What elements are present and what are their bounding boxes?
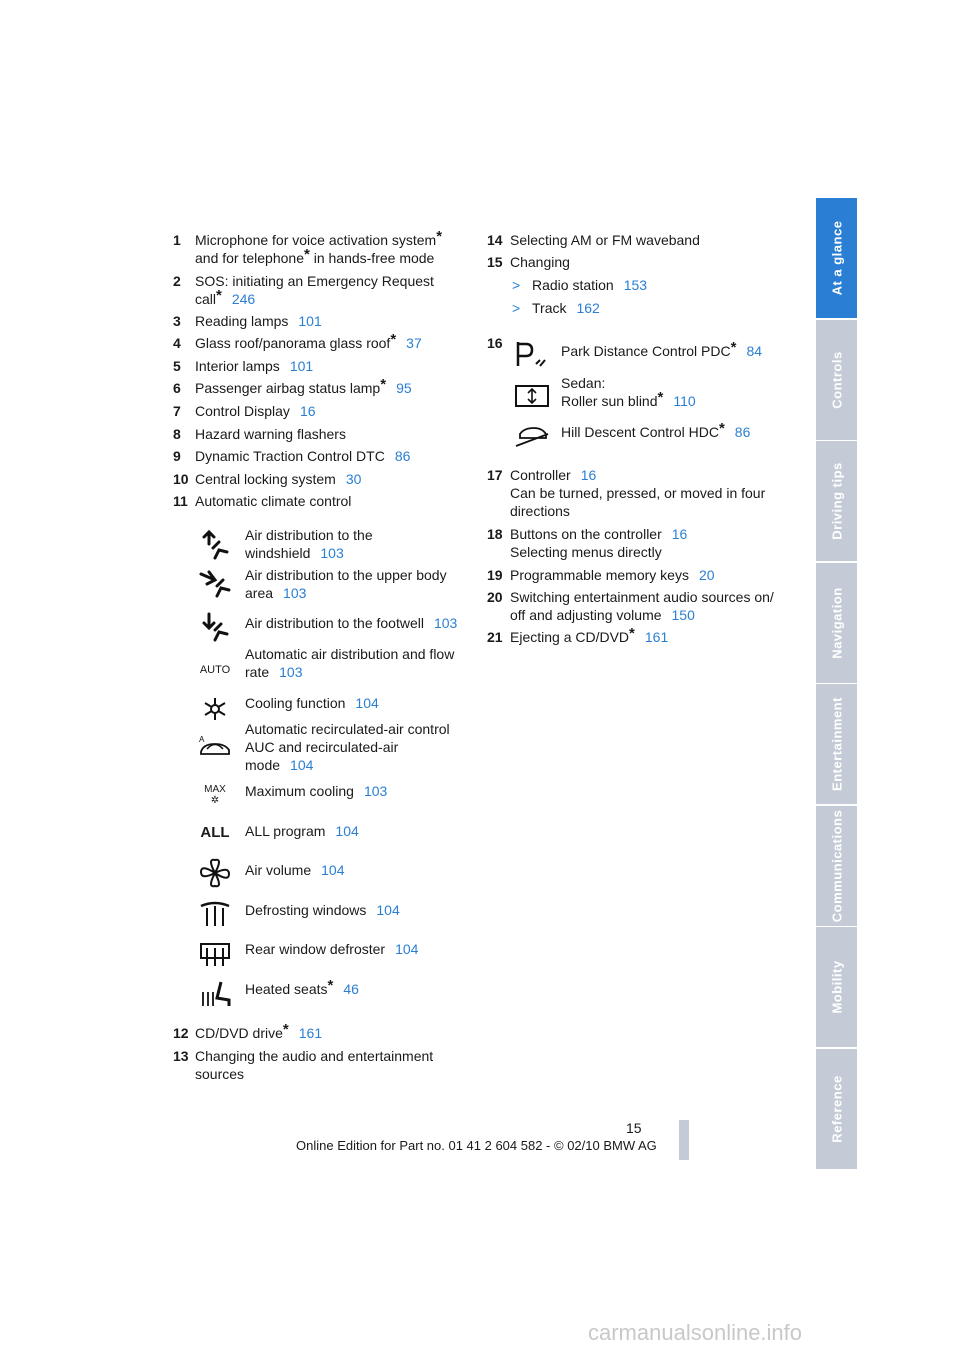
item-text-line: Controller 16 — [510, 467, 597, 483]
hdc-icon — [512, 420, 552, 454]
sidebar-tab-reference[interactable] — [816, 1049, 857, 1169]
item-text-line: Control Display 16 — [195, 403, 316, 419]
page-link[interactable]: 161 — [298, 1025, 323, 1041]
air-footwell-icon — [195, 610, 235, 644]
item-number: 19 — [487, 567, 503, 583]
sidebar-tab-mobility[interactable] — [816, 927, 857, 1047]
item-number: 7 — [173, 403, 181, 419]
air-windshield-icon — [195, 528, 235, 562]
item-number: 1 — [173, 232, 181, 248]
page-link[interactable]: 104 — [355, 695, 379, 711]
climate-text-line: Air volume 104 — [245, 862, 345, 878]
asterisk-mark: * — [629, 625, 635, 642]
item-text-line: Reading lamps 101 — [195, 313, 322, 329]
heated-seat-icon — [195, 978, 235, 1012]
item-number: 2 — [173, 273, 181, 289]
asterisk-mark: * — [327, 977, 334, 994]
all-program-icon-label: ALL — [200, 824, 230, 841]
item-text-line: and for telephone* in hands-free mode — [195, 246, 435, 266]
sidebar-tab-label: Controls — [829, 350, 844, 409]
item-text-line: Dynamic Traction Control DTC 86 — [195, 448, 411, 464]
all-program-icon — [195, 822, 235, 856]
item-text-line: Central locking system 30 — [195, 471, 362, 487]
climate-text-line: AUC and recirculated-air — [245, 739, 399, 755]
sidebar-tab-driving-tips[interactable] — [816, 441, 857, 561]
bullet-arrow: > — [512, 300, 521, 316]
item-number: 17 — [487, 467, 503, 483]
item-number: 8 — [173, 426, 181, 442]
sidebar-tab-label: Reference — [829, 1074, 844, 1143]
item-text-line: call* 246 — [195, 287, 256, 307]
page-link[interactable]: 104 — [395, 941, 419, 957]
page-link[interactable]: 110 — [673, 393, 696, 409]
sun-blind-icon — [512, 380, 552, 414]
sidebar-tab-label: Entertainment — [829, 697, 844, 791]
item-text-line: Changing the audio and entertainment — [195, 1048, 434, 1064]
page-link[interactable]: 103 — [433, 615, 458, 631]
item-number: 18 — [487, 526, 503, 542]
asterisk-mark: * — [390, 331, 397, 348]
page-link[interactable]: 104 — [335, 823, 359, 839]
page-link[interactable]: 104 — [321, 862, 345, 878]
item-number: 4 — [173, 335, 181, 351]
page-link[interactable]: 104 — [290, 757, 314, 773]
bullet-arrow: > — [512, 277, 521, 293]
pdc-icon — [512, 338, 552, 372]
climate-text-line: Air distribution to the — [245, 527, 373, 543]
max-cooling-icon — [195, 782, 235, 816]
climate-text-line: windshield 103 — [245, 545, 344, 561]
page-link[interactable]: 104 — [376, 902, 400, 918]
page-link[interactable]: 150 — [671, 607, 695, 623]
sub-item-label: Radio station 153 — [532, 277, 648, 293]
sidebar-tab-label: Mobility — [829, 960, 844, 1014]
auto-icon-label: AUTO — [199, 664, 231, 676]
item-number: 16 — [487, 335, 503, 351]
max-cooling-icon-fan-mark: ✲ — [210, 795, 220, 806]
auto-icon — [195, 654, 235, 688]
page-link[interactable]: 246 — [231, 291, 256, 307]
item-number: 15 — [487, 254, 503, 270]
page-link[interactable]: 103 — [283, 585, 307, 601]
page-link[interactable]: 20 — [698, 567, 715, 583]
item-text-line: Automatic climate control — [195, 493, 352, 509]
climate-text-line: Maximum cooling 103 — [245, 783, 388, 799]
item-number: 10 — [173, 471, 189, 487]
page-link[interactable]: 16 — [580, 467, 597, 483]
item-number: 9 — [173, 448, 181, 464]
rear-defrost-icon — [195, 938, 235, 972]
svg-text:A: A — [199, 735, 205, 744]
page-link[interactable]: 103 — [279, 664, 303, 680]
asterisk-mark: * — [718, 420, 725, 437]
item-number: 20 — [487, 589, 503, 605]
climate-text-line: area 103 — [245, 585, 307, 601]
asterisk-mark: * — [730, 339, 737, 356]
item-text-line: Hazard warning flashers — [195, 426, 346, 442]
sidebar-tab-label: At a glance — [829, 220, 844, 296]
page-link[interactable]: 16 — [299, 403, 316, 419]
page-link[interactable]: 86 — [394, 448, 411, 464]
asterisk-mark: * — [282, 1021, 289, 1038]
item-number: 11 — [173, 493, 188, 509]
climate-text-line: Air distribution to the footwell 103 — [245, 615, 458, 631]
sub-item-label: Track 162 — [532, 300, 600, 316]
climate-text-line: Cooling function 104 — [245, 695, 379, 711]
snowflake-icon — [195, 692, 235, 726]
asterisk-mark: * — [436, 228, 443, 245]
item-number: 5 — [173, 358, 181, 374]
item16-text-line: Roller sun blind* 110 — [561, 389, 696, 409]
item16-text-line: Park Distance Control PDC* 84 — [561, 339, 763, 359]
sidebar-tab-label: Driving tips — [829, 462, 844, 540]
sidebar-tab-entertainment[interactable] — [816, 684, 857, 804]
item-text-line: directions — [510, 503, 570, 519]
page-link[interactable]: 37 — [406, 335, 422, 351]
sidebar-tab-controls[interactable] — [816, 320, 857, 440]
watermark: carmanualsonline.info — [588, 1320, 803, 1345]
page-link[interactable]: 46 — [343, 981, 359, 997]
page-link[interactable]: 16 — [671, 526, 688, 542]
item-text-line: Ejecting a CD/DVD* 161 — [510, 625, 669, 645]
climate-text-line: Defrosting windows 104 — [245, 902, 400, 918]
climate-text-line: ALL program 104 — [245, 823, 359, 839]
item-text-line: SOS: initiating an Emergency Request — [195, 273, 434, 289]
item-number: 3 — [173, 313, 181, 329]
page-link[interactable]: 101 — [289, 358, 314, 374]
sidebar-tab-label: Communications — [829, 809, 844, 922]
item-text-line: Can be turned, pressed, or moved in four — [510, 485, 766, 501]
page-link[interactable]: 162 — [576, 300, 600, 316]
climate-text-line: mode 104 — [245, 757, 314, 773]
item-number: 21 — [487, 629, 503, 645]
item-text-line: Selecting AM or FM waveband — [510, 232, 700, 248]
page-number: 15 — [626, 1120, 642, 1136]
item-number: 12 — [173, 1025, 189, 1041]
climate-text-line: Automatic recirculated-air control — [245, 721, 450, 737]
item-text-line: CD/DVD drive* 161 — [195, 1021, 323, 1041]
item-text-line: Switching entertainment audio sources on/ — [510, 589, 774, 605]
item-text-line: Microphone for voice activation system* — [195, 228, 443, 248]
climate-text-line: Air distribution to the upper body — [245, 567, 447, 583]
page-link[interactable]: 161 — [644, 629, 669, 645]
item-text-line: Glass roof/panorama glass roof* 37 — [195, 331, 422, 351]
page-link[interactable]: 103 — [320, 545, 344, 561]
page-number-bar — [679, 1120, 689, 1160]
asterisk-mark: * — [657, 389, 664, 406]
asterisk-mark: * — [216, 287, 222, 304]
item-number: 13 — [173, 1048, 189, 1064]
item-text-line: sources — [195, 1066, 245, 1082]
climate-text-line: Rear window defroster 104 — [245, 941, 419, 957]
windshield-defrost-icon — [195, 898, 235, 932]
asterisk-mark: * — [380, 376, 387, 393]
max-cooling-icon-label: MAX — [204, 784, 226, 795]
page-link[interactable]: 101 — [298, 313, 322, 329]
asterisk-mark: * — [303, 246, 310, 263]
item-text-line: Buttons on the controller 16 — [510, 526, 688, 542]
page-link[interactable]: 86 — [734, 424, 751, 440]
item-text-line: Programmable memory keys 20 — [510, 567, 715, 583]
item16-text-line: Sedan: — [561, 375, 606, 391]
climate-text-line: rate 103 — [245, 664, 303, 680]
item-text-line: Interior lamps 101 — [195, 358, 314, 374]
item-number: 14 — [487, 232, 503, 248]
air-upper-body-icon — [195, 566, 235, 600]
climate-text-line: Heated seats* 46 — [245, 977, 359, 997]
page-link[interactable]: 95 — [396, 380, 412, 396]
footer-text: Online Edition for Part no. 01 41 2 604 582 - © 02/10 BMW AG — [296, 1138, 657, 1153]
sidebar-tab-navigation[interactable] — [816, 563, 857, 683]
item-number: 6 — [173, 380, 181, 396]
item-text-line: Selecting menus directly — [510, 544, 662, 560]
page-link[interactable]: 30 — [345, 471, 362, 487]
fan-icon — [195, 856, 235, 890]
sidebar-tab-communications[interactable] — [816, 806, 857, 926]
page-link[interactable]: 84 — [746, 343, 763, 359]
climate-text-line: Automatic air distribution and flow — [245, 646, 455, 662]
item16-text-line: Hill Descent Control HDC* 86 — [561, 420, 751, 440]
item-text-line: off and adjusting volume 150 — [510, 607, 695, 623]
item-text-line: Passenger airbag status lamp* 95 — [195, 376, 412, 396]
page-link[interactable]: 103 — [363, 783, 388, 799]
item-text-line: Changing — [510, 254, 570, 270]
page-link[interactable]: 153 — [623, 277, 648, 293]
recirculation-icon — [195, 730, 235, 764]
sidebar-tab-label: Navigation — [829, 586, 844, 659]
sidebar-tab-at-a-glance[interactable] — [816, 198, 857, 318]
